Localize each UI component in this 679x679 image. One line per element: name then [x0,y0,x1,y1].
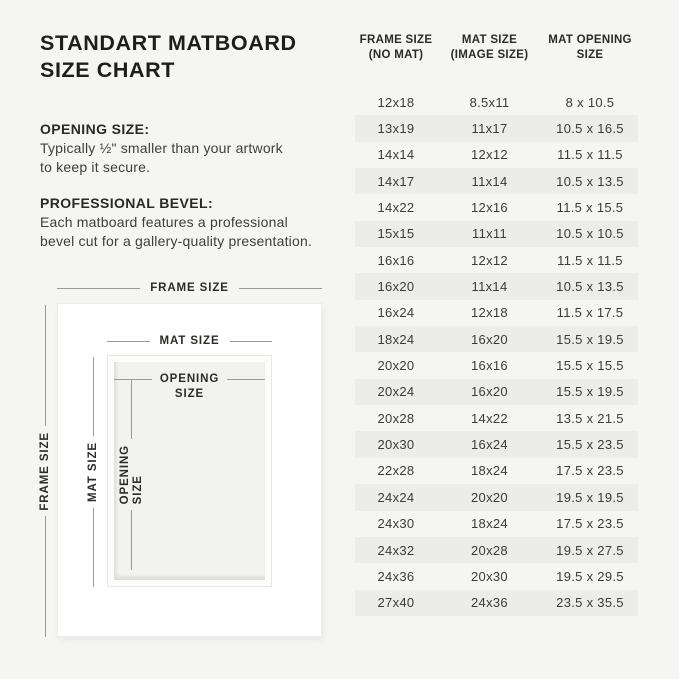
professional-bevel-heading: PROFESSIONAL BEVEL: [40,195,214,211]
table-cell: 24x24 [377,489,415,505]
callout-line [57,288,140,289]
mat-size-callout-label: MAT SIZE [159,335,220,347]
table-cell: 11.5 x 15.5 [556,200,624,216]
table-row [355,194,638,220]
table-cell: 24x30 [377,516,415,532]
table-cell: 16x16 [471,358,508,374]
callout-line [93,357,94,436]
frame-size-callout [57,282,322,294]
table-cell: 19.5 x 19.5 [556,489,624,505]
callout-line [131,510,132,570]
table-cell: 15.5 x 23.5 [556,437,624,453]
column-header-line: FRAME SIZE [359,34,433,46]
opening-size-callout-line1: OPENING [159,373,220,385]
table-cell: 18x24 [471,516,508,532]
table-row [355,115,638,141]
table-cell: 11.5 x 17.5 [556,305,624,321]
table-cell: 16x20 [377,279,415,295]
opening-size-vertical-word1: OPENING [118,444,131,505]
table-cell: 20x20 [471,489,508,505]
table-cell: 18x24 [377,331,415,347]
callout-line [239,288,322,289]
table-cell: 20x30 [471,568,508,584]
table-row [355,458,638,484]
column-header-line: MAT OPENING [548,34,632,46]
table-cell: 19.5 x 29.5 [556,568,624,584]
table-cell: 10.5 x 13.5 [556,279,624,295]
callout-line [45,305,46,426]
table-row [355,326,638,352]
table-row [355,352,638,378]
table-cell: 11x14 [471,279,508,295]
table-cell: 20x24 [377,384,415,400]
opening-size-vertical-label [119,445,144,504]
opening-size-heading: OPENING SIZE: [40,121,150,137]
table-row [355,379,638,405]
table-row [355,300,638,326]
table-cell: 19.5 x 27.5 [556,542,624,558]
table-cell: 24x36 [377,568,415,584]
opening-size-description [40,139,283,177]
table-cell: 11x14 [471,173,508,189]
professional-bevel-description-line2: bevel cut for a gallery-quality presentation. [40,232,313,249]
table-cell: 11.5 x 11.5 [557,252,623,268]
page-title-line2: SIZE CHART [40,58,175,82]
table-cell: 12x12 [471,147,508,163]
mat-size-vertical-callout [85,357,101,587]
column-header-line: (IMAGE SIZE) [450,49,529,61]
table-cell: 10.5 x 10.5 [556,226,624,242]
table-cell: 12x18 [377,94,415,110]
opening-size-description-line2: to keep it secure. [40,158,151,175]
table-cell: 23.5 x 35.5 [556,595,624,611]
table-cell: 15.5 x 15.5 [556,358,624,374]
table-cell: 17.5 x 23.5 [556,463,624,479]
column-header-mat-size [437,33,542,63]
table-cell: 11x11 [472,226,507,242]
column-header-frame-size [355,33,437,63]
column-header-line: (NO MAT) [368,49,424,61]
opening-size-vertical-word2: SIZE [131,475,144,505]
table-cell: 17.5 x 23.5 [556,516,624,532]
table-cell: 20x28 [471,542,508,558]
table-cell: 15.5 x 19.5 [556,384,624,400]
table-row [355,221,638,247]
table-cell: 15.5 x 19.5 [556,331,624,347]
table-cell: 14x22 [377,200,415,216]
table-row [355,563,638,589]
table-cell: 11x17 [471,121,508,137]
column-header-mat-opening-size [542,33,638,63]
frame-size-callout-label: FRAME SIZE [150,282,229,294]
page-title [40,30,297,84]
table-cell: 18x24 [471,463,508,479]
table-cell: 20x30 [377,437,415,453]
professional-bevel-description [40,213,312,251]
callout-line [107,341,150,342]
callout-line [227,379,265,380]
table-cell: 11.5 x 11.5 [557,147,623,163]
table-cell: 12x16 [471,200,508,216]
opening-size-description-line1: Typically ½" smaller than your artwork [40,140,283,156]
table-cell: 8.5x11 [469,94,510,110]
callout-line [93,508,94,587]
table-cell: 20x28 [377,410,415,426]
table-cell: 24x32 [377,542,415,558]
table-row [355,168,638,194]
table-cell: 14x17 [377,173,415,189]
table-cell: 12x18 [471,305,508,321]
table-cell: 16x20 [471,384,508,400]
column-header-line: SIZE [576,49,604,61]
table-cell: 10.5 x 13.5 [556,173,624,189]
table-row [355,405,638,431]
frame-size-vertical-callout [37,305,53,637]
professional-bevel-description-line1: Each matboard features a professional [40,214,288,230]
table-row [355,511,638,537]
table-cell: 24x36 [471,595,508,611]
table-cell: 12x12 [471,252,508,268]
table-row [355,590,638,616]
table-cell: 16x20 [471,331,508,347]
opening-size-vertical-callout [116,379,146,570]
size-table-header [355,33,638,63]
table-cell: 16x16 [377,252,415,268]
frame-size-vertical-label: FRAME SIZE [39,431,51,511]
table-row [355,431,638,457]
table-row [355,273,638,299]
table-cell: 22x28 [377,463,415,479]
table-row [355,89,638,115]
callout-line [45,516,46,637]
table-cell: 16x24 [471,437,508,453]
page-title-line1: STANDART MATBOARD [40,31,297,55]
column-header-line: MAT SIZE [461,34,518,46]
mat-size-vertical-label: MAT SIZE [87,442,99,503]
table-cell: 15x15 [377,226,415,242]
opening-size-callout-line2: SIZE [174,388,205,400]
table-cell: 20x20 [377,358,415,374]
table-cell: 8 x 10.5 [565,94,615,110]
opening-size-callout-label [152,372,227,402]
table-cell: 13x19 [377,121,415,137]
table-cell: 14x22 [471,410,508,426]
table-row [355,247,638,273]
table-cell: 27x40 [377,595,415,611]
mat-size-callout [107,335,272,347]
table-row [355,484,638,510]
table-row [355,142,638,168]
table-cell: 16x24 [377,305,415,321]
table-row [355,537,638,563]
table-cell: 14x14 [377,147,415,163]
callout-line [230,341,273,342]
table-cell: 13.5 x 21.5 [556,410,624,426]
table-cell: 10.5 x 16.5 [556,121,624,137]
callout-line [131,379,132,439]
size-table-body [355,89,638,616]
